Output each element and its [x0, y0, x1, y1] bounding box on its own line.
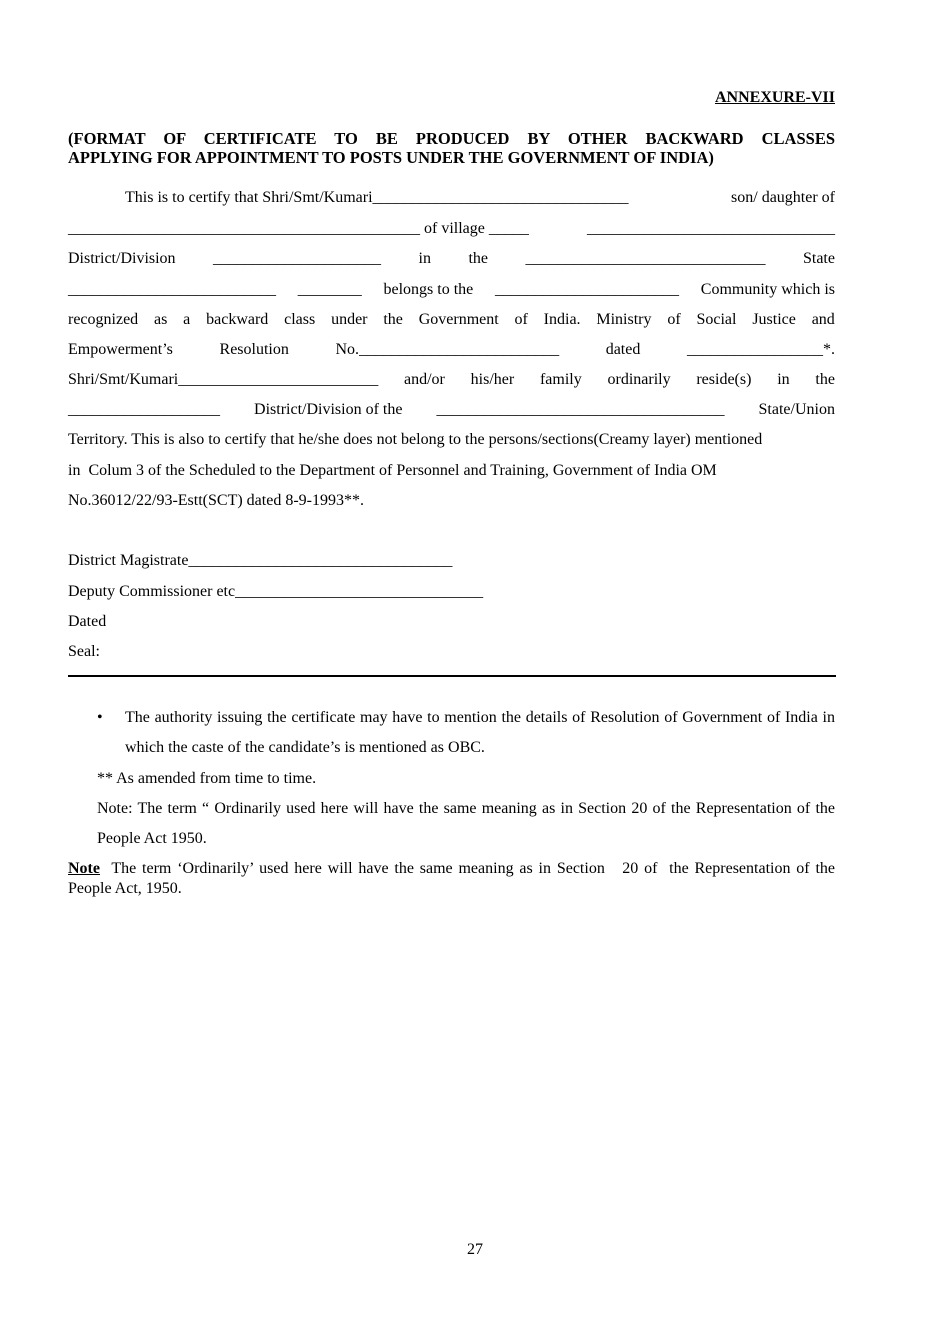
- certificate-heading: [68, 129, 835, 167]
- om-number-text: No.36012/22/93-Estt(SCT) dated 8-9-1993**.: [68, 492, 364, 509]
- word: Justice: [752, 311, 796, 328]
- cert-line-5: [68, 309, 835, 331]
- name-blank[interactable]: ________________________________: [372, 189, 629, 206]
- no-text: No.: [335, 341, 360, 358]
- word: in: [777, 371, 790, 388]
- shri-text: Shri/Smt/Kumari: [68, 371, 179, 388]
- village-text: of village: [424, 220, 485, 237]
- state-blank[interactable]: ______________________________: [525, 250, 766, 267]
- cert-line-3: [68, 248, 835, 270]
- district-of-the-text: District/Division of the: [254, 401, 403, 418]
- amended-note: ** As amended from time to time.: [97, 770, 317, 787]
- deputy-commissioner-label: Deputy Commissioner etc: [68, 583, 236, 600]
- word: and/or: [404, 371, 445, 388]
- bullet-icon: •: [97, 709, 103, 726]
- page-number: 27: [467, 1241, 483, 1258]
- asterisk-text: *.: [823, 341, 835, 358]
- village-name-blank[interactable]: _______________________________: [587, 220, 835, 237]
- cert-line-11: [68, 490, 835, 512]
- resolution-date-blank[interactable]: _________________: [687, 341, 823, 358]
- word: the: [383, 311, 403, 328]
- cert-line-7: [68, 369, 835, 391]
- the-text: the: [468, 250, 489, 267]
- cert-line-2: [68, 218, 835, 240]
- resolution-no-blank[interactable]: _________________________: [359, 341, 560, 358]
- state-union-text: State/Union: [758, 401, 835, 418]
- cert-line-1: [68, 187, 835, 209]
- district-magistrate-label: District Magistrate: [68, 552, 189, 569]
- word: reside(s): [696, 371, 752, 388]
- deputy-commissioner-line: [68, 581, 483, 603]
- district-magistrate-line: [68, 550, 452, 572]
- empowerment-text: Empowerment’s: [68, 341, 173, 358]
- son-daughter-text: son/ daughter of: [731, 189, 835, 206]
- state-text: State: [802, 250, 835, 267]
- district-magistrate-blank[interactable]: _________________________________: [188, 552, 453, 569]
- final-note: [68, 859, 839, 899]
- district-division-text: District/Division: [68, 250, 176, 267]
- cert-line-9: [68, 429, 835, 451]
- word: Ministry: [596, 311, 652, 328]
- bullet-note-text: The authority issuing the certificate may have to mention the details of Resolution of Government of India in which the caste of the candidate’s is mentioned as OBC.: [125, 709, 835, 756]
- heading-line-2: APPLYING FOR APPOINTMENT TO POSTS UNDER THE GOVERNMENT OF INDIA): [68, 148, 714, 167]
- word: his/her: [470, 371, 515, 388]
- word: under: [331, 311, 368, 328]
- word: of: [667, 311, 681, 328]
- community-blank[interactable]: _______________________: [495, 281, 680, 298]
- word: backward: [206, 311, 269, 328]
- word: recognized: [68, 311, 139, 328]
- parent-name-blank[interactable]: ____________________________________________: [68, 220, 420, 237]
- word: family: [539, 371, 582, 388]
- community-text: Community which is: [700, 281, 835, 298]
- territory-text: Territory. This is also to certify that he/she does not belong to the persons/sections(Creamy layer) mentioned: [68, 431, 763, 448]
- word: of: [514, 311, 528, 328]
- dated-label: Dated: [68, 613, 107, 630]
- district-blank[interactable]: _____________________: [213, 250, 382, 267]
- certify-text: This is to certify that Shri/Smt/Kumari: [125, 189, 373, 206]
- cert-line-8: [68, 399, 835, 421]
- resident-district-blank[interactable]: ___________________: [68, 401, 220, 418]
- belongs-to-text: belongs to the: [383, 281, 474, 298]
- extra-blank[interactable]: ________: [297, 281, 362, 298]
- final-note-text: The term ‘Ordinarily’ used here will have the same meaning as in Section 20 of the Representation of the People Act, 1950.: [68, 860, 839, 897]
- word: India.: [543, 311, 581, 328]
- word: a: [183, 311, 191, 328]
- state-name-blank[interactable]: __________________________: [68, 281, 276, 298]
- cert-line-10: [68, 460, 835, 482]
- heading-line-1: (FORMAT OF CERTIFICATE TO BE PRODUCED BY OTHER BACKWARD CLASSES: [68, 129, 835, 148]
- seal-label: Seal:: [68, 643, 100, 660]
- word: class: [284, 311, 316, 328]
- word: the: [815, 371, 835, 388]
- word: ordinarily: [607, 371, 671, 388]
- word: as: [154, 311, 168, 328]
- annexure-label: ANNEXURE-VII: [714, 89, 835, 106]
- cert-line-6: [68, 339, 835, 361]
- dated-text: dated: [605, 341, 641, 358]
- word: Government: [418, 311, 499, 328]
- resident-name-blank[interactable]: _________________________: [178, 371, 379, 388]
- resolution-text: Resolution: [219, 341, 289, 358]
- deputy-commissioner-blank[interactable]: _______________________________: [235, 583, 484, 600]
- ordinarily-note: Note: The term “ Ordinarily used here will have the same meaning as in Section 20 of the Representation of the People Act 1950.: [97, 800, 835, 847]
- column-text: in Colum 3 of the Scheduled to the Department of Personnel and Training, Government of India OM: [68, 462, 717, 479]
- cert-line-4: [68, 279, 835, 301]
- word: Social: [696, 311, 737, 328]
- word: and: [811, 311, 835, 328]
- resident-state-blank[interactable]: ____________________________________: [436, 401, 725, 418]
- horizontal-rule: [68, 675, 836, 677]
- village-blank[interactable]: _____: [488, 220, 529, 237]
- in-text: in: [418, 250, 431, 267]
- final-note-label: Note: [68, 860, 100, 877]
